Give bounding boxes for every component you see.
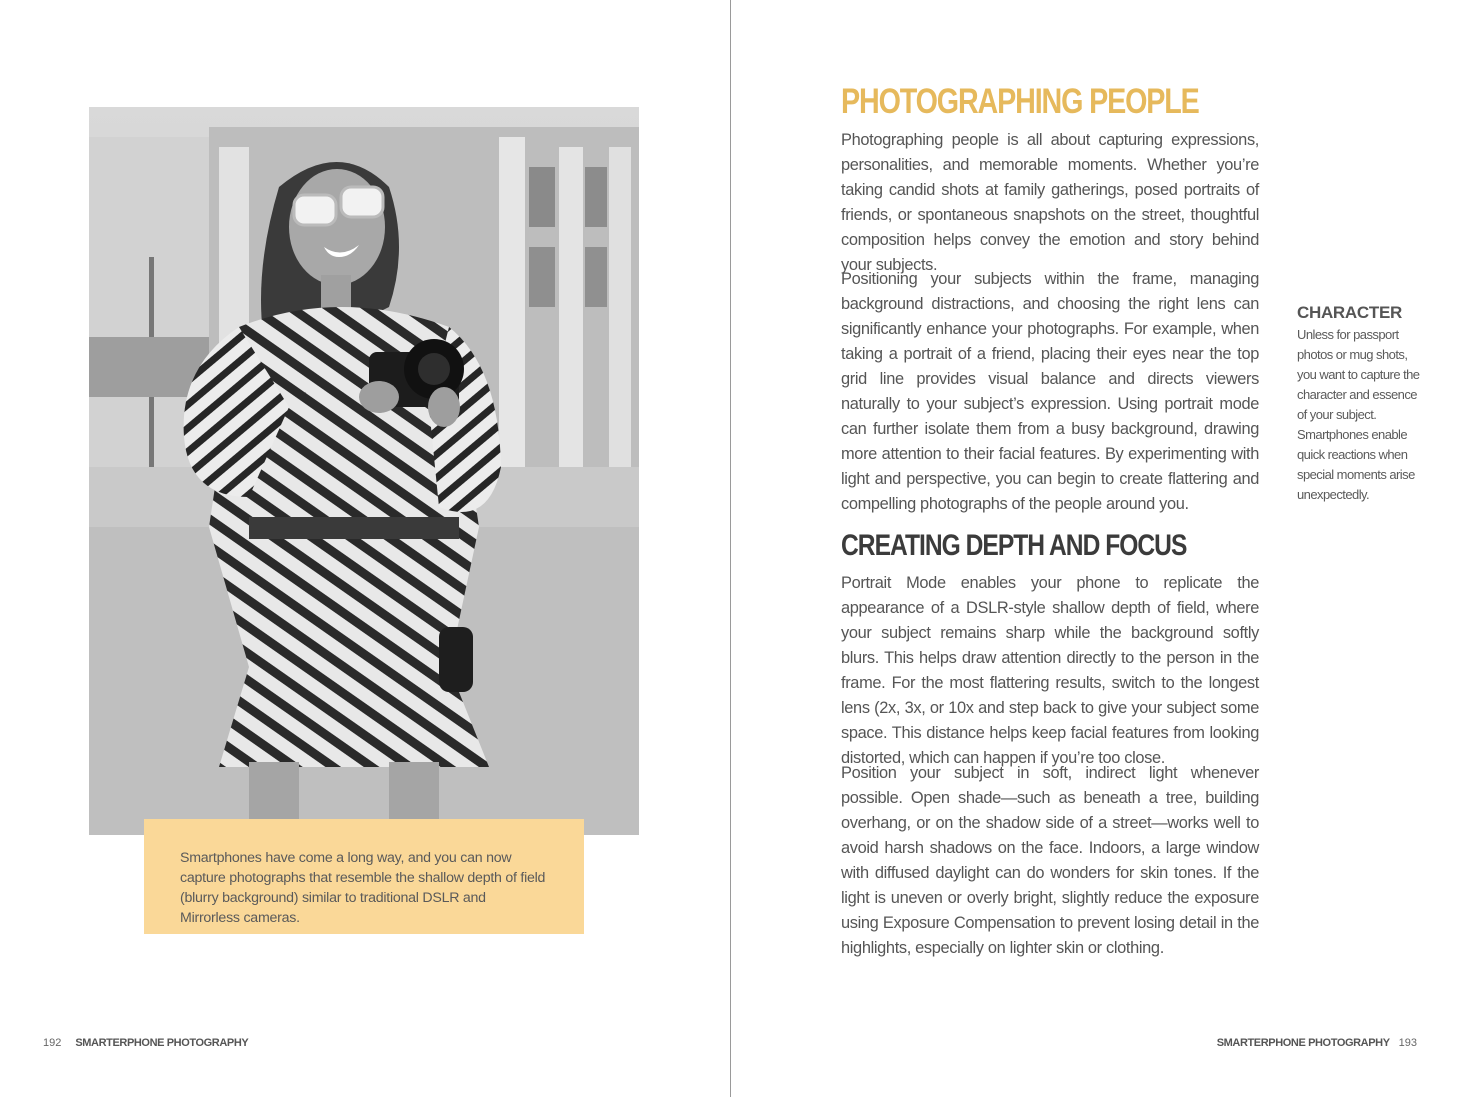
running-title-right: SMARTERPHONE PHOTOGRAPHY [1216,1037,1390,1049]
sidebar-title: CHARACTER [1297,303,1402,322]
photo-caption: Smartphones have come a long way, and you can now capture photographs that resemble the shallow depth of field (blurry background) similar to traditional DSLR and Mirrorless cameras. [180,850,546,926]
body-paragraph-1: Photographing people is all about capturing expressions, personalities, and memorable moments. Whether you’re taking candid shots at family gatherings, posed portraits of friends, or spontaneous snapshots on the street, thoughtful composition helps convey the emotion and story behind your subjects. [841,131,1259,274]
body-paragraph-3: Portrait Mode enables your phone to replicate the appearance of a DSLR-style shallow depth of field, where your subject remains sharp while the background softly blurs. This helps draw attention directly to the person in the frame. For the most flattering results, switch to the longest lens (2x, 3x, or 10x and step back to give your subject some space. This distance helps keep facial features from looking distorted, which can happen if you’re too close. [841,574,1259,767]
page-number-left: 192 [43,1037,62,1049]
footer-left [43,1036,248,1050]
page-number-right: 193 [1398,1037,1417,1049]
sidebar-body: Unless for passport photos or mug shots, you want to capture the character and essence of your subject. Smartphones enable quick reactions when special moments arise unexpectedly. [1297,327,1420,502]
body-paragraph-4: Position your subject in soft, indirect light whenever possible. Open shade—such as beneath a tree, building overhang, or on the shadow side of a street—works well to avoid harsh shadows on the face. Indoors, a large window with diffused daylight can do wonders for skin tones. If the light is uneven or overly bright, slightly reduce the exposure using Exposure Compensation to prevent losing detail in the highlights, especially on lighter skin or clothing. [841,764,1259,957]
page-gutter-divider [730,0,731,1097]
woman-with-camera-photo [89,107,639,835]
photo-caption-box [144,819,584,934]
body-paragraph-2: Positioning your subjects within the frame, managing background distractions, and choosing the right lens can significantly enhance your photographs. For example, when taking a portrait of a friend, placing their eyes near the top grid line provides visual balance and directs viewers naturally to your subject’s expression. Using portrait mode can further isolate them from a busy background, drawing more attention to their facial features. By experimenting with light and perspective, you can begin to create flattering and compelling photographs of the people around you. [841,270,1259,513]
section-heading-photographing-people: PHOTOGRAPHING PEOPLE [841,82,1199,121]
section-heading-creating-depth: CREATING DEPTH AND FOCUS [841,529,1187,562]
running-title-left: SMARTERPHONE PHOTOGRAPHY [75,1037,249,1049]
footer-right [1217,1036,1417,1050]
